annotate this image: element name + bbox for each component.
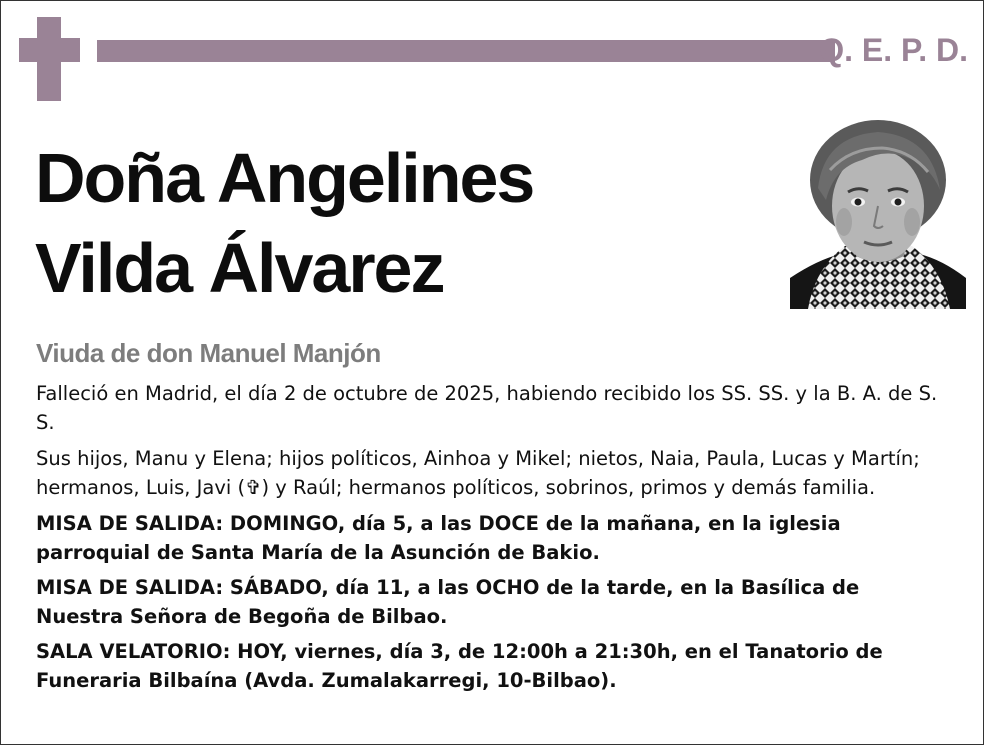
mass-sunday-paragraph: MISA DE SALIDA: DOMINGO, día 5, a las DOCE de la mañana, en la iglesia parroquial de Santa María de la Asunción de Bakio. bbox=[36, 512, 841, 564]
wake-paragraph: SALA VELATORIO: HOY, viernes, día 3, de 12:00h a 21:30h, en el Tanatorio de Funeraria Bilbaína (Avda. Zumalakarregi, 10-Bilbao). bbox=[36, 640, 883, 692]
widow-subtitle: Viuda de don Manuel Manjón bbox=[36, 338, 381, 368]
name-line-1: Doña Angelines bbox=[35, 139, 534, 217]
cross-horizontal-bar bbox=[19, 38, 80, 62]
death-paragraph: Falleció en Madrid, el día 2 de octubre de 2025, habiendo recibido los SS. SS. y la B. A. de S. S. bbox=[36, 382, 938, 434]
name-line-2: Vilda Álvarez bbox=[35, 229, 444, 307]
portrait-photo bbox=[790, 118, 966, 309]
header-rule bbox=[97, 40, 835, 62]
deceased-name bbox=[35, 133, 533, 313]
family-paragraph: Sus hijos, Manu y Elena; hijos políticos, Ainhoa y Mikel; nietos, Naia, Paula, Lucas y Martín; hermanos, Luis, Javi (✞) y Raúl; hermanos políticos, sobrinos, primos y demás familia. bbox=[36, 447, 920, 499]
mass-saturday-paragraph: MISA DE SALIDA: SÁBADO, día 11, a las OCHO de la tarde, en la Basílica de Nuestra Señora de Begoña de Bilbao. bbox=[36, 576, 860, 628]
qepd-label: Q. E. P. D. bbox=[819, 32, 968, 68]
obituary-body bbox=[36, 379, 951, 701]
